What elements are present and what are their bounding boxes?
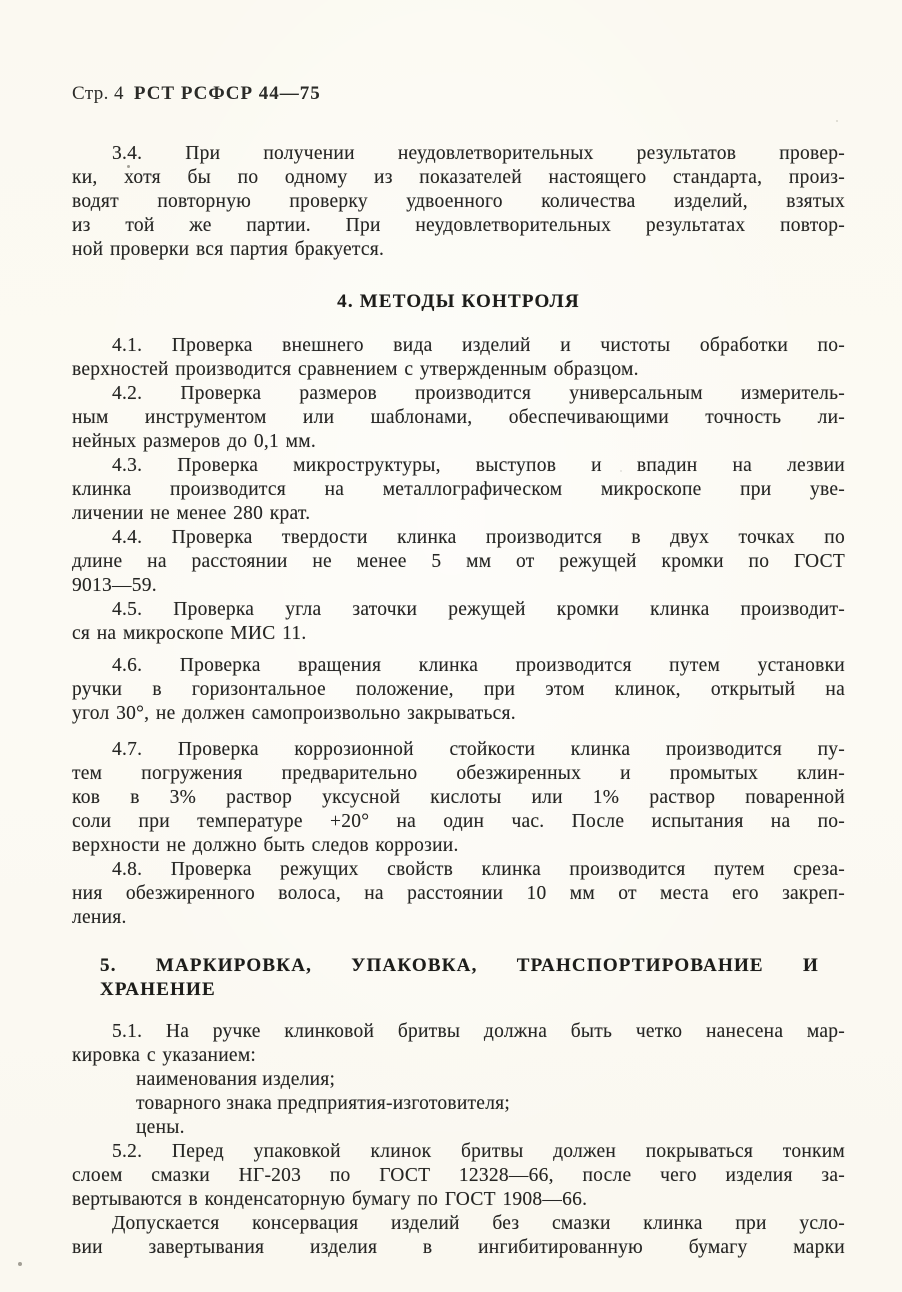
- text-line: Допускается консервация изделий без смазки клинка при усло-: [112, 1213, 845, 1234]
- text-line: 4.6. Проверка вращения клинка производится путем установки: [112, 655, 845, 676]
- section-heading-5: 5. МАРКИРОВКА, УПАКОВКА, ТРАНСПОРТИРОВАНИЕ И ХРАНЕНИЕ: [100, 955, 819, 1000]
- page-header: [72, 82, 845, 106]
- text-line: 4.7. Проверка коррозионной стойкости клинка производится пу-: [112, 739, 845, 760]
- paragraph-5-1: [72, 1020, 845, 1068]
- paragraph-4-1: [72, 334, 845, 382]
- text-line: кировка с указанием:: [72, 1045, 257, 1066]
- section-heading-4: 4. МЕТОДЫ КОНТРОЛЯ: [337, 291, 580, 312]
- text-line: 4.2. Проверка размеров производится универсальным измеритель-: [112, 383, 845, 404]
- text-line: 4.4. Проверка твердости клинка производится в двух точках по: [112, 527, 845, 548]
- paragraph-4-5: [72, 598, 845, 646]
- scan-artifacts: [0, 0, 1, 1]
- paragraph-4-6: [72, 654, 845, 726]
- text-line: 3.4. При получении неудовлетворительных результатов провер-: [112, 143, 845, 164]
- text-line: 4.3. Проверка микроструктуры, выступов и впадин на лезвии: [112, 455, 845, 476]
- text-line: ной проверки вся партия бракуется.: [72, 239, 385, 260]
- text-line: ся на микроскопе МИС 11.: [72, 623, 307, 644]
- text-line: слоем смазки НГ-203 по ГОСТ 12328—66, после чего изделия за-: [72, 1165, 845, 1186]
- text-line: нейных размеров до 0,1 мм.: [72, 431, 316, 452]
- paragraph-3-4: [72, 142, 845, 262]
- scan-speck: [18, 1262, 22, 1266]
- paragraph-4-3: [72, 454, 845, 526]
- paragraph-4-7: [72, 738, 845, 858]
- text-line: водят повторную проверку удвоенного количества изделий, взятых: [72, 191, 845, 212]
- text-line: ления.: [72, 907, 127, 928]
- text-line: вии завертывания изделия в ингибитированную бумагу марки: [72, 1237, 845, 1258]
- text-line: ручки в горизонтальное положение, при этом клинок, открытый на: [72, 679, 845, 700]
- paragraph-4-8: [72, 858, 845, 930]
- text-line: 5.2. Перед упаковкой клинок бритвы должен покрываться тонким: [112, 1141, 845, 1162]
- list-item: товарного знака предприятия-изготовителя;: [136, 1093, 511, 1114]
- paragraph-4-4: [72, 526, 845, 598]
- list-item: наименования изделия;: [136, 1069, 336, 1090]
- text-line: ки, хотя бы по одному из показателей настоящего стандарта, произ-: [72, 167, 845, 188]
- text-line: ным инструментом или шаблонами, обеспечивающими точность ли-: [72, 407, 845, 428]
- text-column: [72, 82, 845, 1260]
- text-line: 4.5. Проверка угла заточки режущей кромки клинка производит-: [112, 599, 845, 620]
- text-line: из той же партии. При неудовлетворительных результатах повтор-: [72, 215, 845, 236]
- text-line: 5.1. На ручке клинковой бритвы должна быть четко нанесена мар-: [112, 1021, 845, 1042]
- text-line: вертываются в конденсаторную бумагу по ГОСТ 1908—66.: [72, 1189, 588, 1210]
- paragraph-4-2: [72, 382, 845, 454]
- paragraph-5-2-continued: [72, 1212, 845, 1260]
- document-body: [72, 142, 845, 1260]
- text-line: 9013—59.: [72, 575, 157, 596]
- text-line: 4.8. Проверка режущих свойств клинка производится путем среза-: [112, 859, 845, 880]
- text-line: ков в 3% раствор уксусной кислоты или 1% раствор поваренной: [72, 787, 845, 808]
- text-line: 4.1. Проверка внешнего вида изделий и чистоты обработки по-: [112, 335, 845, 356]
- paragraph-5-2: [72, 1140, 845, 1212]
- list-item: цены.: [136, 1117, 185, 1138]
- text-line: тем погружения предварительно обезжиренных и промытых клин-: [72, 763, 845, 784]
- marking-requirements-list: [72, 1068, 845, 1140]
- text-line: клинка производится на металлографическом микроскопе при уве-: [72, 479, 845, 500]
- standard-number: РСТ РСФСР 44—75: [133, 83, 321, 104]
- text-line: личении не менее 280 крат.: [72, 503, 311, 524]
- text-line: верхностей производится сравнением с утвержденным образцом.: [72, 359, 639, 380]
- text-line: верхности не должно быть следов коррозии.: [72, 835, 459, 856]
- text-line: длине на расстоянии не менее 5 мм от режущей кромки по ГОСТ: [72, 551, 845, 572]
- page-number-label: Стр. 4: [72, 83, 124, 104]
- text-line: угол 30°, не должен самопроизвольно закрываться.: [72, 703, 516, 724]
- text-line: ния обезжиренного волоса, на расстоянии 10 мм от места его закреп-: [72, 883, 845, 904]
- text-line: соли при температуре +20° на один час. После испытания на по-: [72, 811, 845, 832]
